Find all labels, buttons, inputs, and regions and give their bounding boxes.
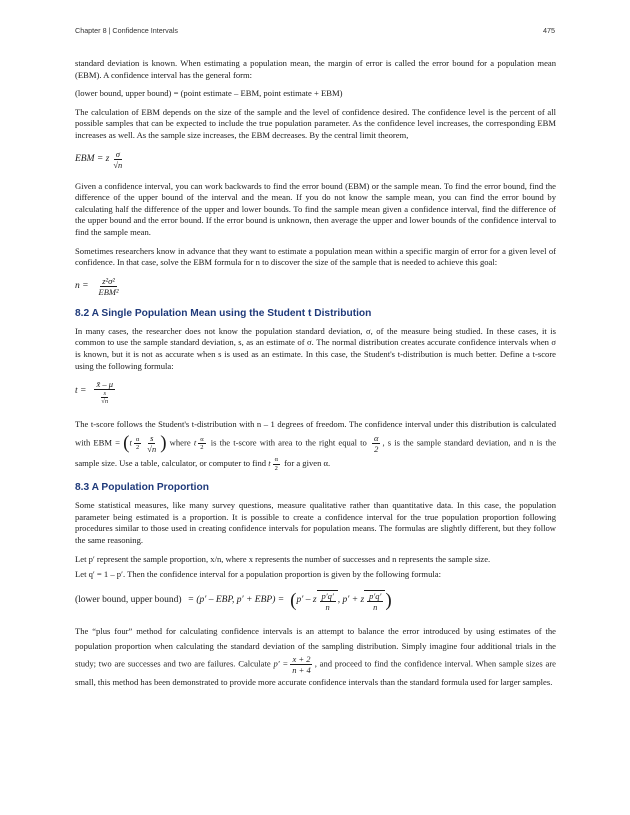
- paragraph: The calculation of EBM depends on the size of the sample and the level of confidence desired. The confidence level is the percent of all possible samples that can be expected to include the true population parameter. As the confidence level increases, the corresponding EBM increases as well. As the sample size increases, the EBM decreases. By the central limit theorem,: [75, 106, 556, 140]
- paragraph: Sometimes researchers know in advance that they want to estimate a population mean within a specific margin of error for a given level of confidence. In that case, solve the EBM formula for n to discover the size of the sample that is needed to achieve this goal:: [75, 245, 556, 268]
- eq-lhs: n =: [75, 280, 89, 291]
- inner-denominator: √n: [101, 398, 109, 406]
- alpha-over-2: $\frac{\alpha}{2}$: [373, 433, 379, 455]
- equation-t-score: [75, 379, 556, 405]
- close-paren: ): [160, 432, 167, 454]
- paragraph: Let p′ represent the sample proportion, x/n, where x represents the number of successes and n represents the sample size.: [75, 553, 491, 564]
- paragraph-plus-four: The “plus four” method for calculating confidence intervals is an attempt to balance the error introduced by using estimates of the population proportion when calculating the standard deviation of the sampling distribution. Simply imagine four additional trials in the study; two are successes and two are failures. Calculate p′ = $\frac{x + 2}{n + 4}$ , and proceed to find the confidence interval. When sample sizes are small, this method has been demonstrated to provide more accurate confidence intervals than the standard formula used for larger samples.: [75, 625, 556, 687]
- paragraph: Some statistical measures, like many survey questions, measure qualitative rather than quantitative data. In this case, the population parameter being estimated is a proportion. It is possible to create a confidence interval for the true population proportion following procedures similar to those used in creating confidence intervals for population means. The formulas are slightly different, but they follow the same reasoning.: [75, 500, 556, 545]
- eq-lhs: (lower bound, upper bound): [75, 594, 182, 605]
- chapter-title: Chapter 8 | Confidence Intervals: [75, 26, 178, 35]
- page-body: [75, 58, 556, 697]
- denominator: EBM²: [98, 287, 119, 298]
- s-over-sqrt-n: $\frac{s}{√n}$: [147, 433, 157, 455]
- text-run: confidence interval. When sample sizes are small, this method has been demonstrated to provide more accurate confidence intervals than the standard formula used for larger samples.: [75, 658, 556, 687]
- page-number: 475: [543, 26, 555, 35]
- eq-lhs: EBM = z: [75, 153, 110, 164]
- paragraph: (lower bound, upper bound) = (point estimate – EBM, point estimate + EBM): [75, 88, 343, 99]
- section-heading-8-2: 8.2 A Single Population Mean using the Student t Distribution: [75, 307, 372, 319]
- numerator: σ: [115, 149, 120, 160]
- inner-numerator: s: [103, 389, 106, 397]
- plus-four-fraction: $\frac{x + 2}{n + 4}$: [292, 653, 311, 675]
- sqrt-term: $\frac{p'q'}{n}$: [317, 590, 338, 612]
- text-run: for a given α.: [284, 458, 331, 469]
- eq-middle: = (p′ – EBP, p′ + EBP) =: [187, 594, 285, 605]
- paragraph: Let q′ = 1 – p′. Then the confidence interval for a population proportion is given by the following formula:: [75, 569, 441, 580]
- paragraph: Given a confidence interval, you can work backwards to find the error bound (EBM) or the sample mean. To find the error bound, find the difference of the upper bound of the interval and the mean. If you do not know the sample mean, you can find the error bound by calculating half the difference of the upper and lower bounds. To find the sample mean given a confidence interval, find the difference of the upper bound and the error bound. If the error bound is unknown, then average the upper and lower bounds of the confidence interval to find the sample mean.: [75, 180, 556, 237]
- alpha-half: $\frac{\alpha}{2}$: [274, 456, 278, 472]
- denominator: √n: [113, 160, 123, 171]
- equation-sample-size: [75, 276, 556, 298]
- text-run: The t-score follows the Student's t-distribution with n – 1 degrees of freedom. The confidence interval under this distribution is calculated with EBM =: [75, 419, 556, 448]
- paragraph: In many cases, the researcher does not know the population standard deviation, σ, of the measure being studied. In these cases, it is common to use the sample standard deviation, s, as an estimate of σ. The normal distribution creates accurate confidence intervals when σ is known, but it is not as accurate when s is used as an estimate. In this case, the Student's t-distribution is much better. Define a t-score using the following formula:: [75, 325, 556, 371]
- eq-lhs: t =: [75, 386, 87, 397]
- open-paren: (: [123, 432, 130, 454]
- inner-fraction: [99, 390, 110, 406]
- text-run: The “plus four” method for calculating confidence intervals is an attempt to balance the error introduced by using estimates of the population proportion when calculating the standard deviation of the sampling distribution. Simply imagine four additional trials in the study; two are successes and two are failures. Calculate: [75, 625, 556, 669]
- denominator: [95, 390, 114, 406]
- numerator: z²σ²: [102, 276, 115, 287]
- fraction: [97, 276, 121, 297]
- paragraph: standard deviation is known. When estimating a population mean, the margin of error is called the error bound for a population mean (EBM). A confidence interval has the general form:: [75, 58, 556, 80]
- equation-ebm: [75, 149, 556, 171]
- section-heading-8-3: 8.3 A Population Proportion: [75, 482, 209, 494]
- equation-proportion-ci: (lower bound, upper bound) = (p′ – EBP, p′ + EBP) = ( p′ – z $\frac{p'q'}{n}$ , p′ + z $\frac{p'q'}{n}$ ): [75, 589, 392, 612]
- paragraph-t-interval: The t-score follows the Student's t-distribution with n – 1 degrees of freedom. The confidence interval under this distribution is calculated with EBM = (t $\frac{\alpha}{2}$ $\frac{s}{√n}$ ) where t $\frac{\alpha}{2}$ is the t-score with area to the right equal to $\frac{\alpha}{2}$ , s is the sample standard deviation, and n is the sample size. Use a table, calculator, or computer to find t $\frac{\alpha}{2}$ for a given α.: [75, 419, 557, 472]
- text-run: , and proceed to find the: [314, 658, 402, 669]
- running-header: [75, 26, 555, 38]
- text-run: is the t-score with area to the right equal to: [210, 437, 367, 448]
- alpha-half: $\frac{\alpha}{2}$: [135, 435, 140, 452]
- fraction: [111, 149, 124, 170]
- numerator: x̄ – μ: [96, 378, 113, 389]
- alpha-half: $\frac{\alpha}{2}$: [200, 435, 204, 452]
- text-run: , s is the sample standard deviation, and n is the sample size. Use a table, calculator, or computer to find: [75, 437, 557, 469]
- text-run: where: [169, 437, 191, 448]
- fraction: [94, 379, 115, 406]
- sqrt-term: $\frac{p'q'}{n}$: [364, 590, 385, 612]
